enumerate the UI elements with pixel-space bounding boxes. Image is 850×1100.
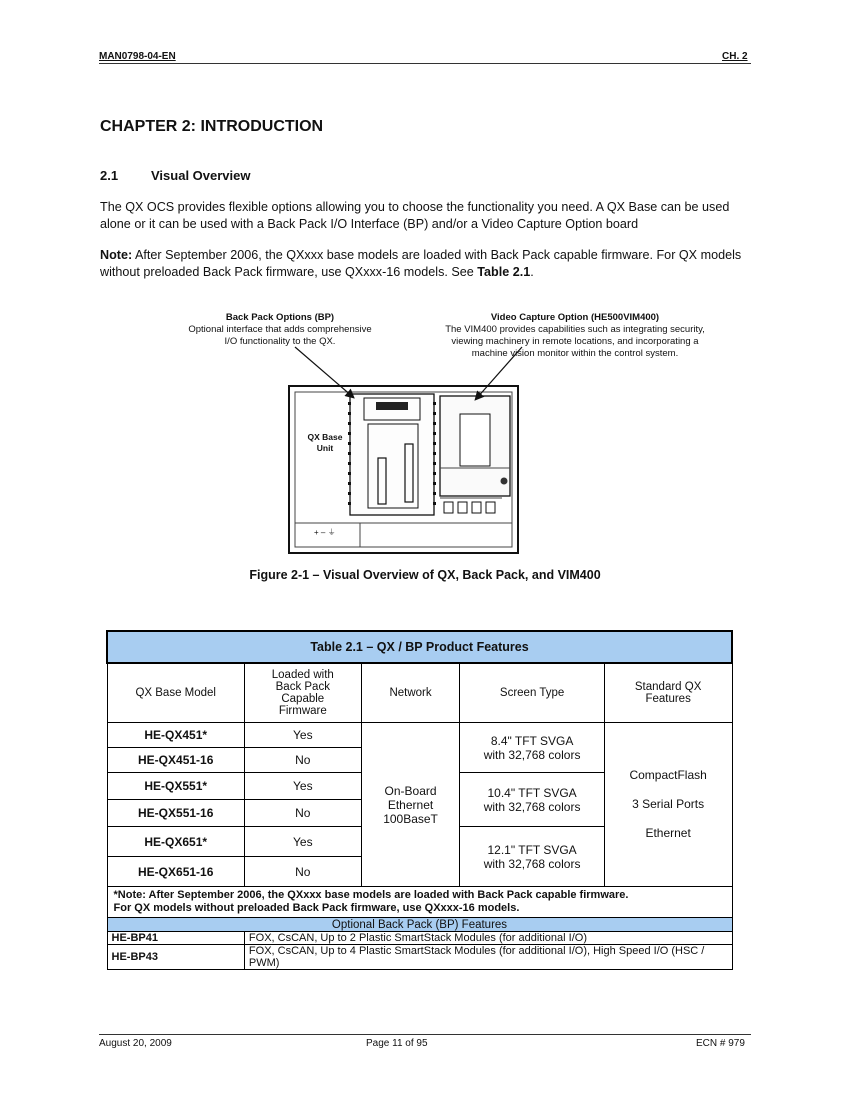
screen-line: with 32,768 colors — [483, 799, 581, 814]
arrow-back-pack — [295, 347, 353, 397]
footer-rule — [99, 1034, 751, 1035]
note-label: Note: — [100, 248, 133, 262]
bp-model-cell: HE-BP41 — [107, 932, 244, 945]
feature-line: CompactFlash — [629, 768, 707, 782]
loaded-cell: No — [244, 800, 361, 827]
bp-desc-cell: FOX, CsCAN, Up to 4 Plastic SmartStack Modules (for additional I/O), High Speed I/O (HSC / PWM) — [244, 945, 732, 970]
network-line: 100BaseT — [383, 811, 438, 826]
figure-caption: Figure 2-1 – Visual Overview of QX, Back Pack, and VIM400 — [249, 568, 601, 582]
feature-line: Ethernet — [645, 826, 691, 840]
callout-back-pack — [160, 312, 400, 348]
column-header: Screen Type — [460, 663, 604, 723]
loaded-cell: No — [244, 857, 361, 887]
table-header-row — [107, 663, 732, 723]
callout-vim-line: viewing machinery in remote locations, and incorporating a — [451, 336, 699, 347]
screen-type-cell — [460, 827, 604, 887]
network-line: Ethernet — [387, 797, 434, 812]
footer-ecn: ECN # 979 — [696, 1038, 745, 1049]
model-cell: HE-QX651* — [107, 827, 244, 857]
feature-line: 3 Serial Ports — [632, 797, 705, 811]
note-table-ref[interactable]: Table 2.1 — [477, 265, 531, 279]
bp-row — [107, 945, 732, 970]
model-cell: HE-QX551-16 — [107, 800, 244, 827]
model-cell: HE-QX451-16 — [107, 748, 244, 773]
standard-features-cell — [604, 723, 732, 887]
model-cell: HE-QX651-16 — [107, 857, 244, 887]
bp-row — [107, 932, 732, 945]
power-terminal-symbols: + – ⏚ — [314, 528, 336, 537]
screen-line: 10.4" TFT SVGA — [487, 785, 577, 800]
header-rule — [99, 63, 751, 64]
bp-desc-cell: FOX, CsCAN, Up to 2 Plastic SmartStack Modules (for additional I/O) — [244, 932, 732, 945]
column-header: QX Base Model — [107, 663, 244, 723]
arrow-vim400 — [476, 347, 522, 399]
table-note-row — [107, 887, 732, 918]
callout-vim-title: Video Capture Option (HE500VIM400) — [490, 312, 660, 323]
screen-line: 8.4" TFT SVGA — [490, 733, 574, 748]
loaded-cell: No — [244, 748, 361, 773]
chapter-title: CHAPTER 2: INTRODUCTION — [100, 118, 324, 135]
callout-bp-line: I/O functionality to the QX. — [224, 336, 336, 347]
qx-base-label-line: QX Base — [307, 432, 343, 442]
network-line: On-Board — [384, 783, 437, 798]
table-row — [107, 723, 732, 748]
back-pack-module — [350, 394, 434, 515]
doc-code: MAN0798-04-EN — [99, 51, 176, 62]
section-title: Visual Overview — [151, 168, 251, 183]
model-cell: HE-QX551* — [107, 773, 244, 800]
bp-model-cell: HE-BP43 — [107, 945, 244, 970]
screen-line: 12.1" TFT SVGA — [487, 842, 577, 857]
column-header: Network — [361, 663, 460, 723]
note-end: . — [530, 265, 534, 279]
screen-type-cell — [460, 773, 604, 827]
callout-arrows — [280, 345, 530, 410]
qx-base-label — [298, 432, 352, 454]
note-text: After September 2006, the QXxxx base models are loaded with Back Pack capable firmware. For QX models without preloaded Back Pack firmware, use QXxxx-16 models. See — [100, 248, 742, 279]
product-features-table — [106, 630, 733, 970]
table-note-line: For QX models without preloaded Back Pack firmware, use QXxxx-16 models. — [113, 902, 520, 914]
screen-line: with 32,768 colors — [483, 856, 581, 871]
bp-features-header: Optional Back Pack (BP) Features — [107, 918, 732, 932]
loaded-cell: Yes — [244, 827, 361, 857]
column-header: Standard QX Features — [604, 663, 732, 723]
qx-base-label-line: Unit — [316, 443, 334, 453]
loaded-cell: Yes — [244, 723, 361, 748]
network-cell — [361, 723, 460, 887]
screen-type-cell — [460, 723, 604, 773]
callout-bp-title: Back Pack Options (BP) — [225, 312, 335, 323]
column-header: Loaded with Back Pack Capable Firmware — [244, 663, 361, 723]
footer-date: August 20, 2009 — [99, 1038, 172, 1049]
intro-paragraph: The QX OCS provides flexible options allowing you to choose the functionality you need. A QX Base can be used alone or it can be used with a Back Pack I/O Interface (BP) and/or a Video Capture Option board — [100, 200, 730, 231]
loaded-cell: Yes — [244, 773, 361, 800]
model-cell: HE-QX451* — [107, 723, 244, 748]
callout-bp-line: Optional interface that adds comprehensive — [188, 324, 372, 335]
table-note-line: *Note: After September 2006, the QXxxx base models are loaded with Back Pack capable firmware. — [113, 889, 629, 901]
section-number: 2.1 — [100, 168, 119, 183]
table-title: Table 2.1 – QX / BP Product Features — [107, 631, 732, 663]
callout-vim-line: machine vision monitor within the control system. — [471, 348, 679, 359]
chapter-ref: CH. 2 — [722, 51, 748, 62]
callout-vim-line: The VIM400 provides capabilities such as integrating security, — [445, 324, 705, 335]
table-note — [107, 887, 732, 918]
note-paragraph — [100, 247, 752, 281]
footer-page: Page 11 of 95 — [366, 1038, 428, 1049]
screen-line: with 32,768 colors — [483, 747, 581, 762]
